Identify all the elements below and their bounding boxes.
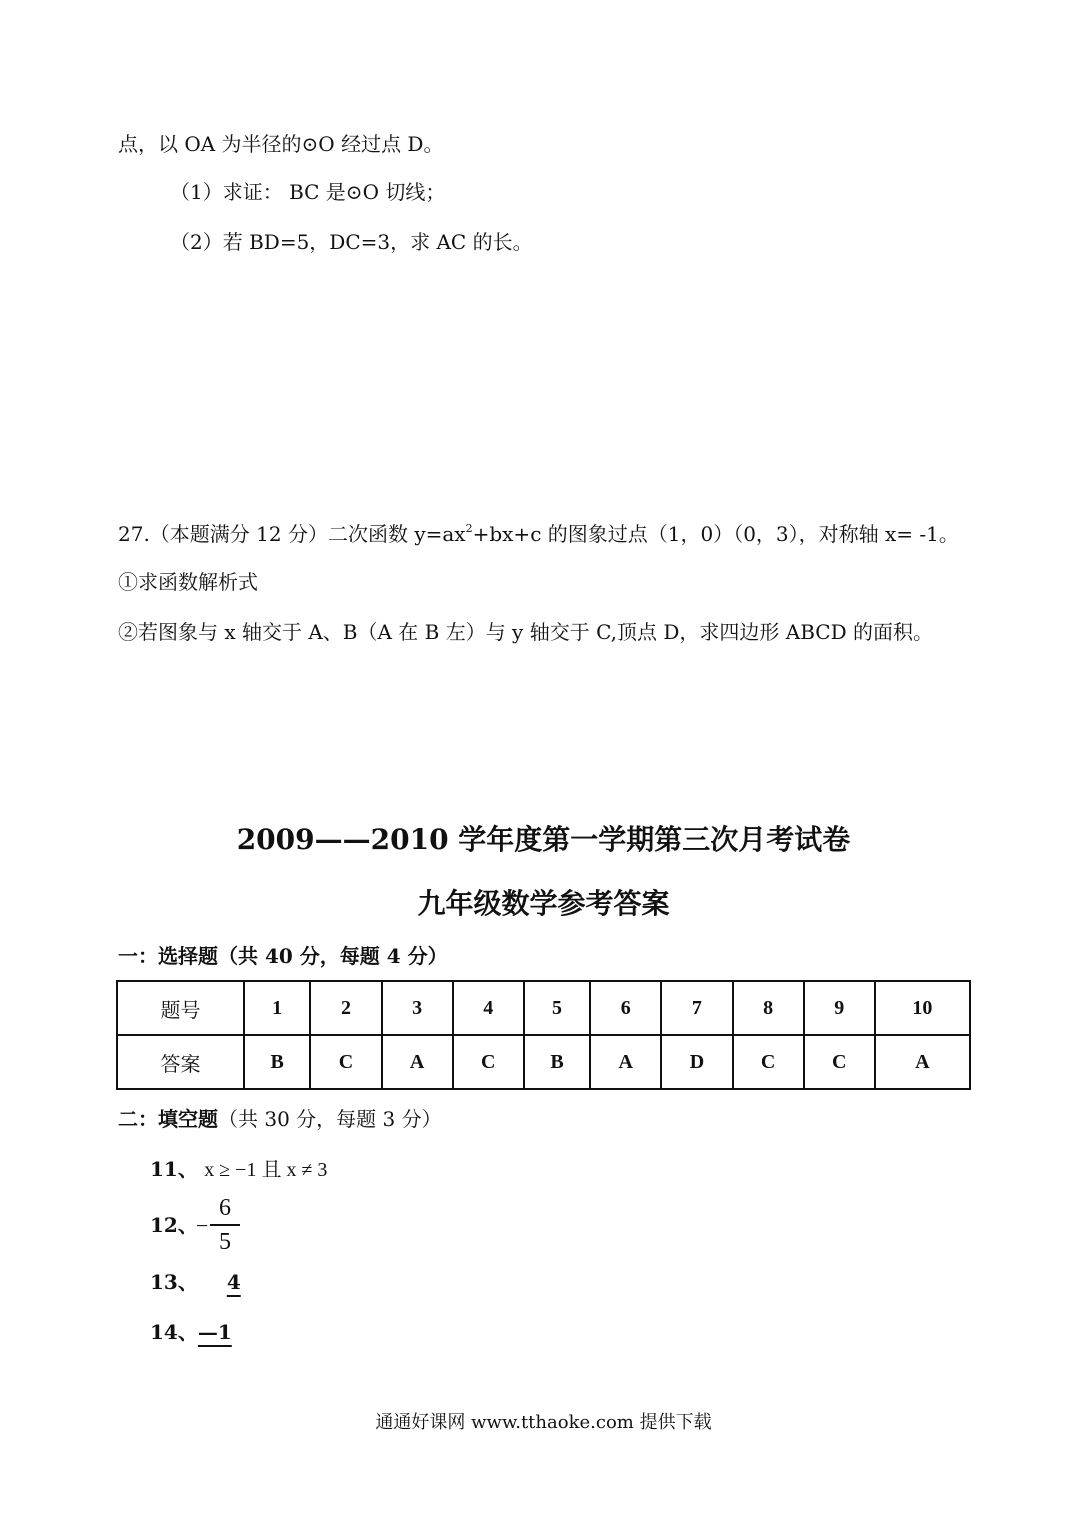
table-cell: 1 bbox=[244, 981, 310, 1035]
answer-key-title: 2009——2010 学年度第一学期第三次月考试卷 bbox=[236, 823, 851, 856]
table-row-answers bbox=[117, 1035, 970, 1089]
q27-statement bbox=[118, 520, 959, 548]
page-footer: 通通好课网 www.tthaoke.com 提供下载 bbox=[375, 1412, 712, 1433]
table-cell: 9 bbox=[804, 981, 875, 1035]
answer-14-label: 14、 bbox=[150, 1320, 198, 1344]
table-cell: 8 bbox=[733, 981, 804, 1035]
table-cell: 10 bbox=[875, 981, 970, 1035]
section2-heading-note: （共 30 分，每题 3 分） bbox=[218, 1107, 442, 1131]
answer-11-label: 11、 bbox=[150, 1157, 198, 1181]
table-cell: C bbox=[310, 1035, 381, 1089]
q26-part2: （2）若 BD=5，DC=3，求 AC 的长。 bbox=[170, 230, 533, 254]
answer-14 bbox=[150, 1318, 262, 1346]
answer-12-label: 12、 bbox=[150, 1213, 198, 1237]
row-label-answer: 答案 bbox=[117, 1035, 244, 1089]
table-cell: C bbox=[453, 1035, 524, 1089]
section1-heading: 一：选择题（共 40 分，每题 4 分） bbox=[118, 944, 448, 968]
table-cell: 6 bbox=[590, 981, 661, 1035]
q27-suffix: +bx+c 的图象过点（1，0）（0，3），对称轴 x= -1。 bbox=[472, 522, 959, 546]
table-cell: B bbox=[244, 1035, 310, 1089]
answer-12-fraction bbox=[208, 1195, 242, 1255]
table-cell: C bbox=[804, 1035, 875, 1089]
q27-exponent: 2 bbox=[465, 522, 473, 535]
table-cell: 2 bbox=[310, 981, 381, 1035]
q27-sub2: ②若图象与 x 轴交于 A、B（A 在 B 左）与 y 轴交于 C,顶点 D，求四边形 ABCD 的面积。 bbox=[118, 620, 933, 644]
answer-12-sign: − bbox=[196, 1213, 209, 1238]
fraction-numerator: 6 bbox=[219, 1195, 231, 1221]
row-label-number: 题号 bbox=[117, 981, 244, 1035]
q27-prefix: 27.（本题满分 12 分）二次函数 y=ax bbox=[118, 522, 466, 546]
section2-heading bbox=[118, 1105, 442, 1133]
table-cell: D bbox=[661, 1035, 732, 1089]
fraction-bar bbox=[210, 1224, 240, 1226]
answer-14-value: —1 bbox=[197, 1320, 232, 1344]
answer-key-subtitle: 九年级数学参考答案 bbox=[417, 887, 670, 920]
answer-11-value: x ≥ −1 且 x ≠ 3 bbox=[204, 1159, 328, 1181]
q27-sub1: ①求函数解析式 bbox=[118, 570, 258, 594]
table-cell: 4 bbox=[453, 981, 524, 1035]
table-cell: C bbox=[733, 1035, 804, 1089]
table-row-numbers bbox=[117, 981, 970, 1035]
q26-part1: （1）求证： BC 是⊙O 切线； bbox=[170, 180, 446, 204]
table-cell: B bbox=[524, 1035, 590, 1089]
answer-13 bbox=[150, 1268, 255, 1296]
section2-heading-title: 二：填空题 bbox=[118, 1107, 218, 1131]
table-cell: 3 bbox=[382, 981, 453, 1035]
q26-line: 点，以 OA 为半径的⊙O 经过点 D。 bbox=[118, 132, 444, 156]
answer-11 bbox=[150, 1155, 327, 1184]
answer-13-label: 13、 bbox=[150, 1270, 198, 1294]
answer-13-value: 4 bbox=[226, 1270, 241, 1294]
fraction-denominator: 5 bbox=[219, 1229, 231, 1255]
table-cell: 5 bbox=[524, 981, 590, 1035]
table-cell: 7 bbox=[661, 981, 732, 1035]
table-cell: A bbox=[875, 1035, 970, 1089]
table-cell: A bbox=[590, 1035, 661, 1089]
table-cell: A bbox=[382, 1035, 453, 1089]
answer-table bbox=[116, 980, 971, 1090]
